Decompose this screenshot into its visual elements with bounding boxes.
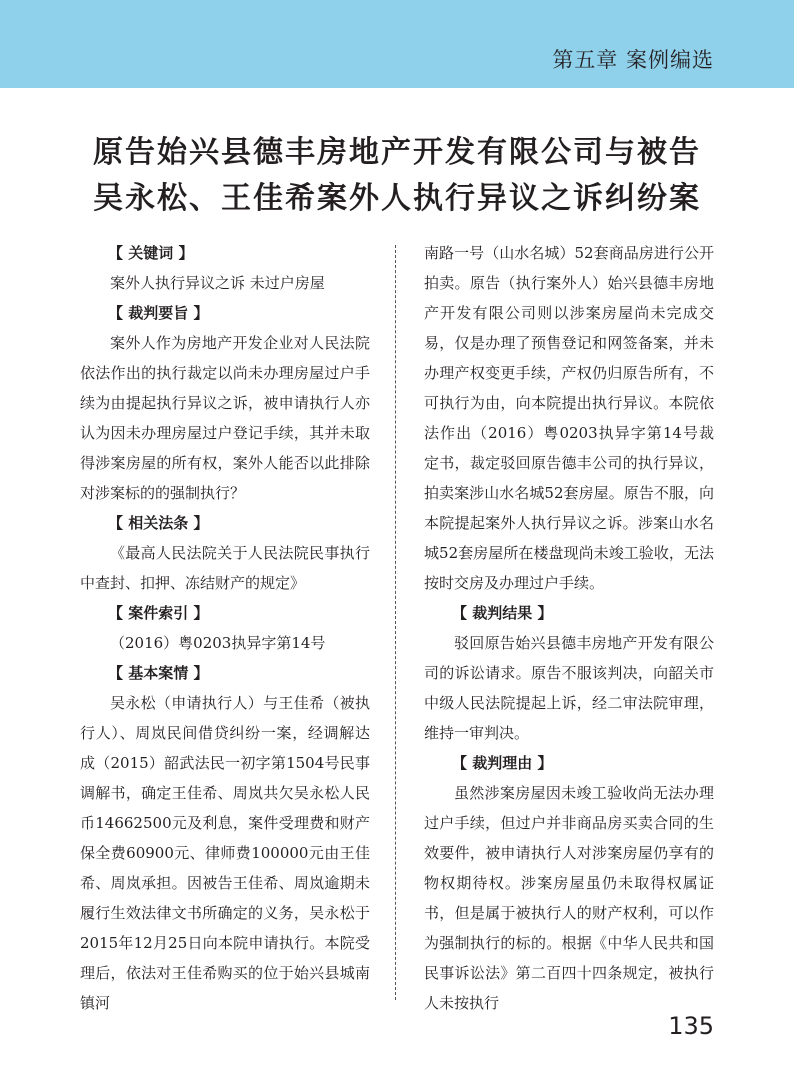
facts-text: 吴永松（申请执行人）与王佳希（被执行人）、周岚民间借贷纠纷一案，经调解达成（2015）韶武法民一初字第1504号民事调解书，确定王佳希、周岚共欠吴永松人民币14662500元及利息，案件受理费和财产保全费60900元、律师费100000元由王佳希、周岚承担。因被告王佳希、周岚逾期未履行生效法律文书所确定的义务，吴永松于2015年12月25日向本院申请执行。本院受理后，依法对王佳希购买的位于始兴县城南镇河: [80, 694, 370, 1012]
column-divider: [395, 245, 396, 1000]
title-line-2: 吴永松、王佳希案外人执行异议之诉纠纷案: [93, 181, 701, 216]
title-line-1: 原告始兴县德丰房地产开发有限公司与被告: [93, 135, 701, 170]
result-text: 驳回原告始兴县德丰房地产开发有限公司的诉讼请求。原告不服该判决，向韶关市中级人民法院提起上诉，经二审法院审理，维持一审判决。: [424, 634, 714, 742]
keywords-text: 案外人执行异议之诉 未过户房屋: [110, 274, 325, 292]
facts-continued-text: 南路一号（山水名城）52套商品房进行公开拍卖。原告（执行案外人）始兴县德丰房地产开发有限公司则以涉案房屋尚未完成交易，仅是办理了预售登记和网签备案，并未办理产权变更手续，产权仍归原告所有，不可执行为由，向本院提出执行异议。本院依法作出（2016）粤0203执异字第14号裁定书，裁定驳回原告德丰公司的执行异议，拍卖案涉山水名城52套房屋。原告不服，向本院提起案外人执行异议之诉。涉案山水名城52套房屋所在楼盘现尚未竣工验收，无法按时交房及办理过户手续。: [424, 244, 714, 592]
reason-text: 虽然涉案房屋因未竣工验收尚无法办理过户手续，但过户并非商品房买卖合同的生效要件，被申请执行人对涉案房屋仍享有的物权期待权。涉案房屋虽仍未取得权属证书，但是属于被执行人的财产权利，可以作为强制执行的标的。根据《中华人民共和国民事诉讼法》第二百四十四条规定，被执行人未按执行: [424, 784, 714, 1012]
chapter-title: 第五章 案例编选: [552, 48, 714, 72]
facts-heading: 【 基本案情 】: [108, 664, 209, 682]
index-heading: 【 案件索引 】: [108, 604, 209, 622]
gist-heading: 【 裁判要旨 】: [108, 304, 209, 322]
reason-heading: 【 裁判理由 】: [452, 754, 553, 772]
law-text: 《最高人民法院关于人民法院民事执行中查封、扣押、冻结财产的规定》: [80, 544, 370, 592]
gist-text: 案外人作为房地产开发企业对人民法院依法作出的执行裁定以尚未办理房屋过户手续为由提起执行异议之诉，被申请执行人亦认为因未办理房屋过户登记手续，其并未取得涉案房屋的所有权，案外人能否以此排除对涉案标的的强制执行？: [80, 334, 370, 502]
right-column: [424, 238, 714, 1018]
article-title: [40, 130, 754, 222]
page-number: 135: [668, 1012, 714, 1040]
law-heading: 【 相关法条 】: [108, 514, 209, 532]
index-text: （2016）粤0203执异字第14号: [110, 634, 326, 652]
left-column: [80, 238, 370, 1018]
result-heading: 【 裁判结果 】: [452, 604, 553, 622]
keywords-heading: 【 关键词 】: [108, 244, 194, 262]
